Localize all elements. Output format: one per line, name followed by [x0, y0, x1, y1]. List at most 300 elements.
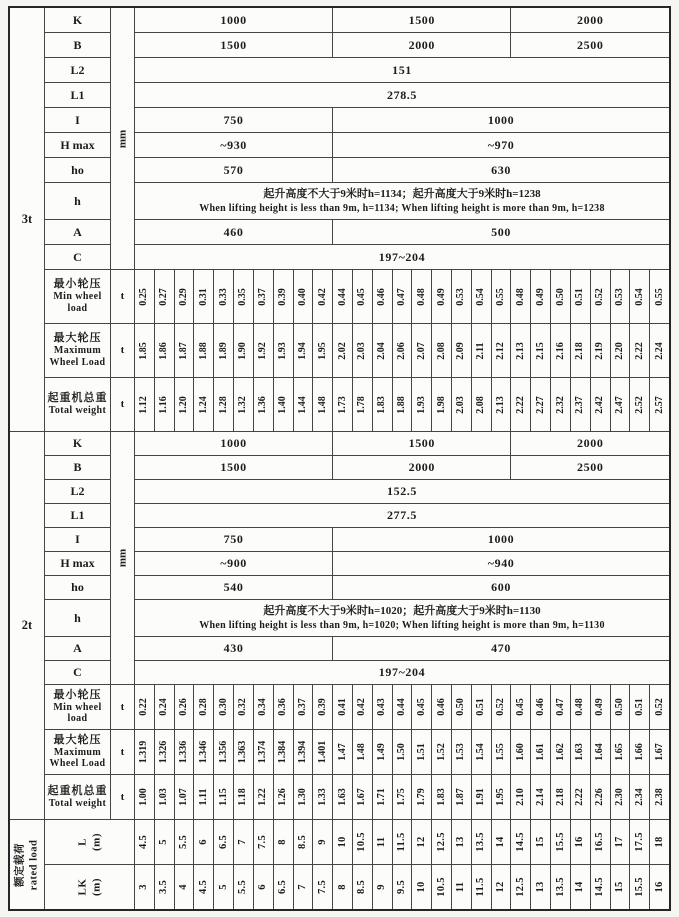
- total-weight-value-3t-cell: [373, 378, 392, 431]
- max-wheel-load-value-3t-cell: [353, 324, 372, 377]
- span-LK-label: [45, 865, 134, 909]
- total-weight-value-2t-cell: [452, 775, 471, 819]
- min-wheel-load-value-3t-cell: [432, 270, 451, 323]
- max-wheel-load-value-3t-cell: [611, 324, 630, 377]
- min-wheel-load-value-3t: 0.49: [435, 287, 447, 306]
- min-wheel-load-value-3t-cell: [155, 270, 174, 323]
- dim-A-v1-3t: 460: [135, 220, 332, 244]
- span-L-value-cell: [373, 820, 392, 864]
- total-weight-label-2t: [45, 775, 110, 819]
- span-L-value: 18: [653, 836, 665, 848]
- min-wheel-load-value-3t-cell: [492, 270, 511, 323]
- min-wheel-load-value-3t: 0.44: [336, 287, 348, 306]
- total-weight-value-3t: 2.27: [534, 395, 546, 414]
- max-wheel-load-value-3t-cell: [254, 324, 273, 377]
- dim-B-group3-2t: 2500: [511, 456, 669, 479]
- max-wheel-load-value-3t: 1.93: [277, 341, 289, 360]
- unit-mm-text: mm: [116, 129, 129, 148]
- total-weight-value-2t-cell: [194, 775, 213, 819]
- max-wheel-load-value-2t-cell: [254, 730, 273, 774]
- span-L-value-cell: [254, 820, 273, 864]
- max-wheel-load-value-3t: 2.11: [475, 342, 487, 359]
- min-wheel-load-value-3t: 0.35: [237, 287, 249, 306]
- min-wheel-label-en-2t: Min wheel load: [53, 701, 102, 725]
- total-weight-value-3t-cell: [333, 378, 352, 431]
- max-wheel-load-value-2t: 1.374: [257, 740, 269, 764]
- min-wheel-load-value-3t-cell: [511, 270, 530, 323]
- span-L-value: 14: [494, 836, 506, 848]
- span-LK-value-cell: [551, 865, 570, 909]
- span-L-value: 14.5: [514, 832, 526, 852]
- h-note-2t: [135, 600, 669, 636]
- total-weight-label-cn-2t: 起重机总重: [47, 784, 108, 797]
- min-wheel-load-value-2t: 0.30: [217, 698, 229, 716]
- span-L-value-cell: [393, 820, 412, 864]
- total-weight-value-3t: 2.13: [495, 395, 507, 414]
- total-weight-label-en-3t: Total weight: [48, 405, 107, 417]
- span-L-value: 13: [455, 836, 467, 848]
- max-wheel-load-value-2t: 1.401: [316, 740, 328, 764]
- span-L-value-cell: [492, 820, 511, 864]
- span-L-value: 16: [574, 836, 586, 848]
- min-wheel-load-value-3t: 0.52: [594, 287, 606, 306]
- total-weight-value-3t: 1.78: [356, 395, 368, 414]
- total-weight-value-3t-cell: [274, 378, 293, 431]
- min-wheel-load-value-3t: 0.53: [455, 287, 467, 306]
- min-wheel-load-value-2t-cell: [333, 685, 352, 729]
- min-wheel-load-value-2t: 0.46: [435, 698, 447, 716]
- row-label-Hmax-3t: H max: [45, 133, 110, 157]
- total-weight-value-3t: 2.22: [514, 395, 526, 414]
- row-label-L1-2t: L1: [45, 504, 110, 527]
- total-weight-value-3t-cell: [432, 378, 451, 431]
- total-weight-value-3t-cell: [194, 378, 213, 431]
- dim-B-group1-2t: 1500: [135, 456, 332, 479]
- span-L-value: 8.5: [296, 834, 308, 850]
- span-L-value: 7.5: [257, 834, 269, 850]
- total-weight-value-3t: 1.28: [217, 395, 229, 414]
- min-wheel-load-value-3t-cell: [551, 270, 570, 323]
- min-wheel-load-value-3t: 0.51: [574, 287, 586, 306]
- row-label-h-3t: h: [45, 183, 110, 219]
- total-weight-value-3t: 2.57: [653, 395, 665, 414]
- min-wheel-load-value-3t-cell: [274, 270, 293, 323]
- row-label-ho-2t: ho: [45, 576, 110, 599]
- total-weight-value-2t-cell: [551, 775, 570, 819]
- total-weight-value-3t-cell: [472, 378, 491, 431]
- min-wheel-load-value-2t: 0.43: [376, 698, 388, 716]
- span-LK-value-cell: [472, 865, 491, 909]
- max-wheel-load-value-3t-cell: [412, 324, 431, 377]
- total-weight-value-3t-cell: [135, 378, 154, 431]
- rated-load-rotated-text: [13, 839, 40, 890]
- dim-Hmax-v2-2t: ~940: [333, 552, 669, 575]
- span-L-value-cell: [234, 820, 253, 864]
- total-weight-value-2t-cell: [511, 775, 530, 819]
- min-wheel-load-value-3t-cell: [234, 270, 253, 323]
- min-wheel-load-value-3t: 0.33: [217, 287, 229, 306]
- total-weight-value-2t: 2.38: [653, 788, 665, 806]
- max-wheel-load-value-3t: 2.06: [396, 341, 408, 360]
- dim-A-v1-2t: 430: [135, 637, 332, 660]
- row-label-B-2t: B: [45, 456, 110, 479]
- max-wheel-load-value-3t: 2.15: [534, 341, 546, 360]
- max-wheel-load-value-2t-cell: [333, 730, 352, 774]
- min-wheel-load-value-3t-cell: [591, 270, 610, 323]
- span-L-value: 12: [415, 836, 427, 848]
- dim-ho-v1-3t: 570: [135, 158, 332, 182]
- min-wheel-load-value-2t-cell: [412, 685, 431, 729]
- unit-mm-text: mm: [116, 548, 129, 568]
- min-wheel-load-value-2t: 0.45: [514, 698, 526, 716]
- span-L-letter: L: [76, 838, 89, 846]
- max-wheel-load-value-3t: 2.09: [455, 341, 467, 360]
- max-wheel-load-value-2t-cell: [630, 730, 649, 774]
- span-LK-value: 4: [177, 884, 189, 890]
- max-wheel-load-value-3t: 1.92: [257, 341, 269, 360]
- total-weight-value-3t: 1.73: [336, 395, 348, 414]
- total-weight-value-2t: 1.11: [197, 788, 209, 806]
- span-LK-value: 6.5: [276, 879, 288, 895]
- total-weight-value-3t: 1.93: [415, 395, 427, 414]
- dim-Hmax-v1-2t: ~900: [135, 552, 332, 575]
- total-weight-value-2t: 1.26: [277, 788, 289, 806]
- span-L-value: 10.5: [356, 832, 368, 852]
- total-weight-value-3t: 1.12: [138, 395, 150, 414]
- span-LK-value-cell: [393, 865, 412, 909]
- min-wheel-load-value-3t-cell: [373, 270, 392, 323]
- min-wheel-load-value-3t: 0.40: [297, 287, 309, 306]
- total-weight-value-2t: 1.67: [356, 788, 368, 806]
- total-weight-value-2t: 2.10: [514, 788, 526, 806]
- total-weight-value-3t: 1.48: [316, 395, 328, 414]
- max-wheel-load-value-3t: 2.02: [336, 341, 348, 360]
- max-wheel-load-value-3t: 2.12: [495, 341, 507, 360]
- total-weight-value-3t: 2.37: [574, 395, 586, 414]
- max-wheel-load-value-3t: 1.90: [237, 341, 249, 360]
- dim-L2-value-3t: 151: [135, 58, 669, 82]
- span-LK-value: 6: [257, 884, 269, 890]
- dim-L1-value-2t: 277.5: [135, 504, 669, 527]
- total-weight-value-2t: 2.34: [633, 788, 645, 806]
- max-wheel-unit-2t: t: [111, 730, 134, 774]
- total-weight-value-3t: 2.42: [594, 395, 606, 414]
- dim-C-value-3t: 197~204: [135, 245, 669, 269]
- max-wheel-load-value-2t-cell: [234, 730, 253, 774]
- total-weight-value-3t: 2.52: [633, 395, 645, 414]
- dim-K-group1-2t: 1000: [135, 432, 332, 455]
- dim-B-group1-3t: 1500: [135, 33, 332, 57]
- max-wheel-load-value-3t: 2.04: [376, 341, 388, 360]
- min-wheel-load-value-3t: 0.47: [396, 287, 408, 306]
- max-wheel-load-value-2t: 1.53: [455, 743, 467, 761]
- total-weight-value-3t: 1.24: [197, 395, 209, 414]
- span-L-value: 11.5: [395, 832, 407, 852]
- max-wheel-load-value-3t: 2.16: [554, 341, 566, 360]
- span-L-value-cell: [274, 820, 293, 864]
- min-wheel-load-value-2t: 0.52: [653, 698, 665, 716]
- row-label-K-2t: K: [45, 432, 110, 455]
- span-L-value-cell: [650, 820, 669, 864]
- max-wheel-load-value-3t-cell: [155, 324, 174, 377]
- total-weight-value-2t-cell: [531, 775, 550, 819]
- max-wheel-load-value-3t-cell: [333, 324, 352, 377]
- unit-mm-2t: [111, 432, 134, 684]
- min-wheel-label-cn-3t: 最小轮压: [53, 278, 102, 291]
- min-wheel-load-value-3t: 0.31: [197, 287, 209, 306]
- total-weight-value-3t: 2.32: [554, 395, 566, 414]
- min-wheel-load-value-3t: 0.46: [376, 287, 388, 306]
- total-weight-value-3t: 1.20: [178, 395, 190, 414]
- span-LK-value: 14: [574, 881, 586, 893]
- max-wheel-load-value-3t: 1.94: [297, 341, 309, 360]
- span-L-value-cell: [155, 820, 174, 864]
- min-wheel-load-value-2t: 0.50: [455, 698, 467, 716]
- max-wheel-load-value-3t-cell: [194, 324, 213, 377]
- max-wheel-load-value-2t-cell: [611, 730, 630, 774]
- min-wheel-load-value-3t: 0.27: [158, 287, 170, 306]
- min-wheel-load-value-2t: 0.39: [316, 698, 328, 716]
- row-label-I-2t: I: [45, 528, 110, 551]
- total-weight-value-2t: 1.07: [178, 788, 190, 806]
- total-weight-value-3t: 1.40: [277, 395, 289, 414]
- span-LK-value-cell: [294, 865, 313, 909]
- total-weight-value-2t-cell: [313, 775, 332, 819]
- rated-load-cn: 额定载荷: [14, 842, 26, 887]
- total-weight-value-2t: 1.00: [138, 788, 150, 806]
- crane-spec-table: [8, 6, 671, 911]
- min-wheel-load-value-2t: 0.32: [237, 698, 249, 716]
- span-L-value: 5: [158, 839, 170, 845]
- total-weight-value-3t-cell: [313, 378, 332, 431]
- total-weight-value-3t: 2.47: [614, 395, 626, 414]
- total-weight-value-2t: 2.30: [614, 788, 626, 806]
- min-wheel-load-value-3t-cell: [353, 270, 372, 323]
- max-wheel-load-value-2t-cell: [591, 730, 610, 774]
- span-LK-value-cell: [194, 865, 213, 909]
- min-wheel-load-value-2t-cell: [194, 685, 213, 729]
- total-weight-value-2t-cell: [650, 775, 669, 819]
- total-weight-value-3t: 1.16: [158, 395, 170, 414]
- total-weight-value-2t-cell: [472, 775, 491, 819]
- min-wheel-load-value-2t: 0.51: [475, 698, 487, 716]
- max-wheel-load-value-2t: 1.49: [376, 743, 388, 761]
- span-LK-value: 12: [494, 881, 506, 893]
- min-wheel-load-value-3t: 0.55: [653, 287, 665, 306]
- total-weight-value-3t-cell: [353, 378, 372, 431]
- span-LK-value: 8.5: [356, 879, 368, 895]
- max-wheel-load-value-2t-cell: [274, 730, 293, 774]
- min-wheel-load-value-2t: 0.50: [614, 698, 626, 716]
- span-LK-rotated-text: [75, 878, 104, 896]
- max-wheel-load-value-2t: 1.384: [277, 740, 289, 764]
- min-wheel-load-value-2t: 0.47: [554, 698, 566, 716]
- min-wheel-unit-2t: t: [111, 685, 134, 729]
- max-wheel-load-value-3t-cell: [175, 324, 194, 377]
- span-LK-value: 3.5: [158, 879, 170, 895]
- max-wheel-load-value-3t-cell: [531, 324, 550, 377]
- total-weight-value-2t: 2.18: [554, 788, 566, 806]
- span-L-value-cell: [313, 820, 332, 864]
- min-wheel-load-value-2t-cell: [432, 685, 451, 729]
- total-weight-value-3t-cell: [611, 378, 630, 431]
- max-wheel-load-value-2t: 1.63: [574, 743, 586, 761]
- span-L-value-cell: [294, 820, 313, 864]
- max-wheel-load-value-3t-cell: [214, 324, 233, 377]
- max-wheel-load-value-2t: 1.52: [435, 743, 447, 761]
- max-wheel-load-value-2t-cell: [472, 730, 491, 774]
- min-wheel-load-value-3t: 0.48: [415, 287, 427, 306]
- max-wheel-load-value-3t-cell: [591, 324, 610, 377]
- total-weight-value-3t-cell: [650, 378, 669, 431]
- span-LK-value: 11.5: [475, 877, 487, 897]
- row-label-ho-3t: ho: [45, 158, 110, 182]
- total-weight-value-2t-cell: [630, 775, 649, 819]
- section-label-3t: 3t: [10, 8, 44, 431]
- total-weight-value-3t-cell: [511, 378, 530, 431]
- max-wheel-load-value-2t-cell: [373, 730, 392, 774]
- h-note-3t: [135, 183, 669, 219]
- min-wheel-load-value-3t-cell: [135, 270, 154, 323]
- span-L-rotated-text: [75, 833, 104, 851]
- span-L-value-cell: [353, 820, 372, 864]
- h-note-en-2t: When lifting height is less than 9m, h=1020; When lifting height is more than 9m, h=1130: [199, 619, 605, 631]
- span-LK-value-cell: [313, 865, 332, 909]
- max-wheel-load-value-3t: 2.07: [415, 341, 427, 360]
- unit-mm-3t: [111, 8, 134, 269]
- section-label-2t: 2t: [10, 432, 44, 819]
- max-wheel-load-value-3t: 1.89: [217, 341, 229, 360]
- max-wheel-load-value-2t-cell: [175, 730, 194, 774]
- max-wheel-load-value-2t: 1.336: [178, 740, 190, 764]
- min-wheel-load-value-2t: 0.37: [297, 698, 309, 716]
- min-wheel-load-value-3t-cell: [611, 270, 630, 323]
- min-wheel-load-value-2t-cell: [472, 685, 491, 729]
- min-wheel-load-value-3t-cell: [571, 270, 590, 323]
- span-L-value-cell: [630, 820, 649, 864]
- max-wheel-load-value-2t-cell: [194, 730, 213, 774]
- row-label-A-2t: A: [45, 637, 110, 660]
- span-L-value-cell: [194, 820, 213, 864]
- max-wheel-load-value-2t: 1.62: [554, 743, 566, 761]
- h-note-cn-2t: 起升高度不大于9米时h=1020；起升高度大于9米时h=1130: [263, 604, 541, 617]
- rated-load-en: rated load: [28, 839, 39, 890]
- span-LK-value-cell: [432, 865, 451, 909]
- dim-L2-value-2t: 152.5: [135, 480, 669, 503]
- min-wheel-load-value-3t-cell: [254, 270, 273, 323]
- max-wheel-load-value-3t: 2.03: [356, 341, 368, 360]
- total-weight-value-2t-cell: [294, 775, 313, 819]
- min-wheel-load-value-3t: 0.54: [475, 287, 487, 306]
- min-wheel-load-value-2t-cell: [175, 685, 194, 729]
- max-wheel-load-value-3t: 2.18: [574, 341, 586, 360]
- span-L-value: 7: [237, 839, 249, 845]
- max-wheel-load-value-2t-cell: [650, 730, 669, 774]
- min-wheel-load-value-2t-cell: [393, 685, 412, 729]
- min-wheel-load-value-2t-cell: [353, 685, 372, 729]
- row-label-C-3t: C: [45, 245, 110, 269]
- row-label-Hmax-2t: H max: [45, 552, 110, 575]
- span-LK-value: 9: [375, 884, 387, 890]
- total-weight-value-3t-cell: [214, 378, 233, 431]
- rated-load-spine-label: [10, 820, 44, 909]
- total-weight-value-2t-cell: [234, 775, 253, 819]
- total-weight-value-3t-cell: [630, 378, 649, 431]
- span-LK-value: 14.5: [593, 877, 605, 897]
- total-weight-value-3t: 1.98: [435, 395, 447, 414]
- max-wheel-load-value-2t-cell: [135, 730, 154, 774]
- max-wheel-load-value-3t: 1.95: [316, 341, 328, 360]
- max-wheel-load-value-3t-cell: [630, 324, 649, 377]
- min-wheel-load-value-2t-cell: [234, 685, 253, 729]
- span-L-value: 6.5: [217, 834, 229, 850]
- max-wheel-load-value-3t-cell: [373, 324, 392, 377]
- dim-I-v2-3t: 1000: [333, 108, 669, 132]
- max-wheel-load-value-2t: 1.51: [415, 743, 427, 761]
- dim-A-v2-2t: 470: [333, 637, 669, 660]
- min-wheel-load-value-2t: 0.26: [178, 698, 190, 716]
- dim-B-group2-3t: 2000: [333, 33, 510, 57]
- total-weight-value-2t: 1.18: [237, 788, 249, 806]
- min-wheel-load-value-3t-cell: [531, 270, 550, 323]
- total-weight-value-3t-cell: [234, 378, 253, 431]
- max-wheel-load-value-3t-cell: [472, 324, 491, 377]
- min-wheel-load-value-3t-cell: [650, 270, 669, 323]
- max-wheel-load-value-3t-cell: [313, 324, 332, 377]
- max-wheel-label-en-2t: Maximum Wheel Load: [49, 746, 106, 770]
- span-L-value-cell: [412, 820, 431, 864]
- max-wheel-load-value-3t-cell: [294, 324, 313, 377]
- total-weight-value-3t-cell: [591, 378, 610, 431]
- max-wheel-load-value-3t-cell: [650, 324, 669, 377]
- span-LK-value: 11: [455, 881, 467, 893]
- max-wheel-label-en-3t: Maximum Wheel Load: [49, 345, 106, 368]
- span-L-value: 11: [375, 836, 387, 848]
- min-wheel-load-value-3t-cell: [472, 270, 491, 323]
- max-wheel-load-value-3t-cell: [135, 324, 154, 377]
- row-label-C-2t: C: [45, 661, 110, 684]
- total-weight-value-2t: 2.14: [534, 788, 546, 806]
- min-wheel-load-value-2t: 0.52: [495, 698, 507, 716]
- span-LK-value-cell: [492, 865, 511, 909]
- min-wheel-load-value-3t: 0.37: [257, 287, 269, 306]
- total-weight-value-2t-cell: [175, 775, 194, 819]
- min-wheel-load-value-2t: 0.49: [594, 698, 606, 716]
- span-LK-value-cell: [531, 865, 550, 909]
- min-wheel-load-value-3t-cell: [630, 270, 649, 323]
- total-weight-value-2t: 1.71: [376, 788, 388, 806]
- min-wheel-load-value-2t: 0.44: [396, 698, 408, 716]
- max-wheel-load-value-2t: 1.319: [138, 740, 150, 764]
- min-wheel-load-value-2t-cell: [294, 685, 313, 729]
- total-weight-value-3t-cell: [531, 378, 550, 431]
- span-LK-value: 7.5: [316, 879, 328, 895]
- max-wheel-load-value-2t: 1.66: [633, 743, 645, 761]
- min-wheel-load-value-2t-cell: [650, 685, 669, 729]
- min-wheel-load-value-3t: 0.25: [138, 287, 150, 306]
- span-LK-value-cell: [135, 865, 154, 909]
- total-weight-value-3t: 1.83: [376, 395, 388, 414]
- total-weight-value-2t-cell: [432, 775, 451, 819]
- min-wheel-load-value-2t: 0.24: [158, 698, 170, 716]
- max-wheel-load-value-2t-cell: [432, 730, 451, 774]
- total-weight-value-2t-cell: [412, 775, 431, 819]
- max-wheel-load-value-3t: 2.24: [653, 341, 665, 360]
- max-wheel-load-value-3t-cell: [571, 324, 590, 377]
- span-L-value: 12.5: [435, 832, 447, 852]
- span-L-value: 17: [613, 836, 625, 848]
- min-wheel-load-value-3t-cell: [333, 270, 352, 323]
